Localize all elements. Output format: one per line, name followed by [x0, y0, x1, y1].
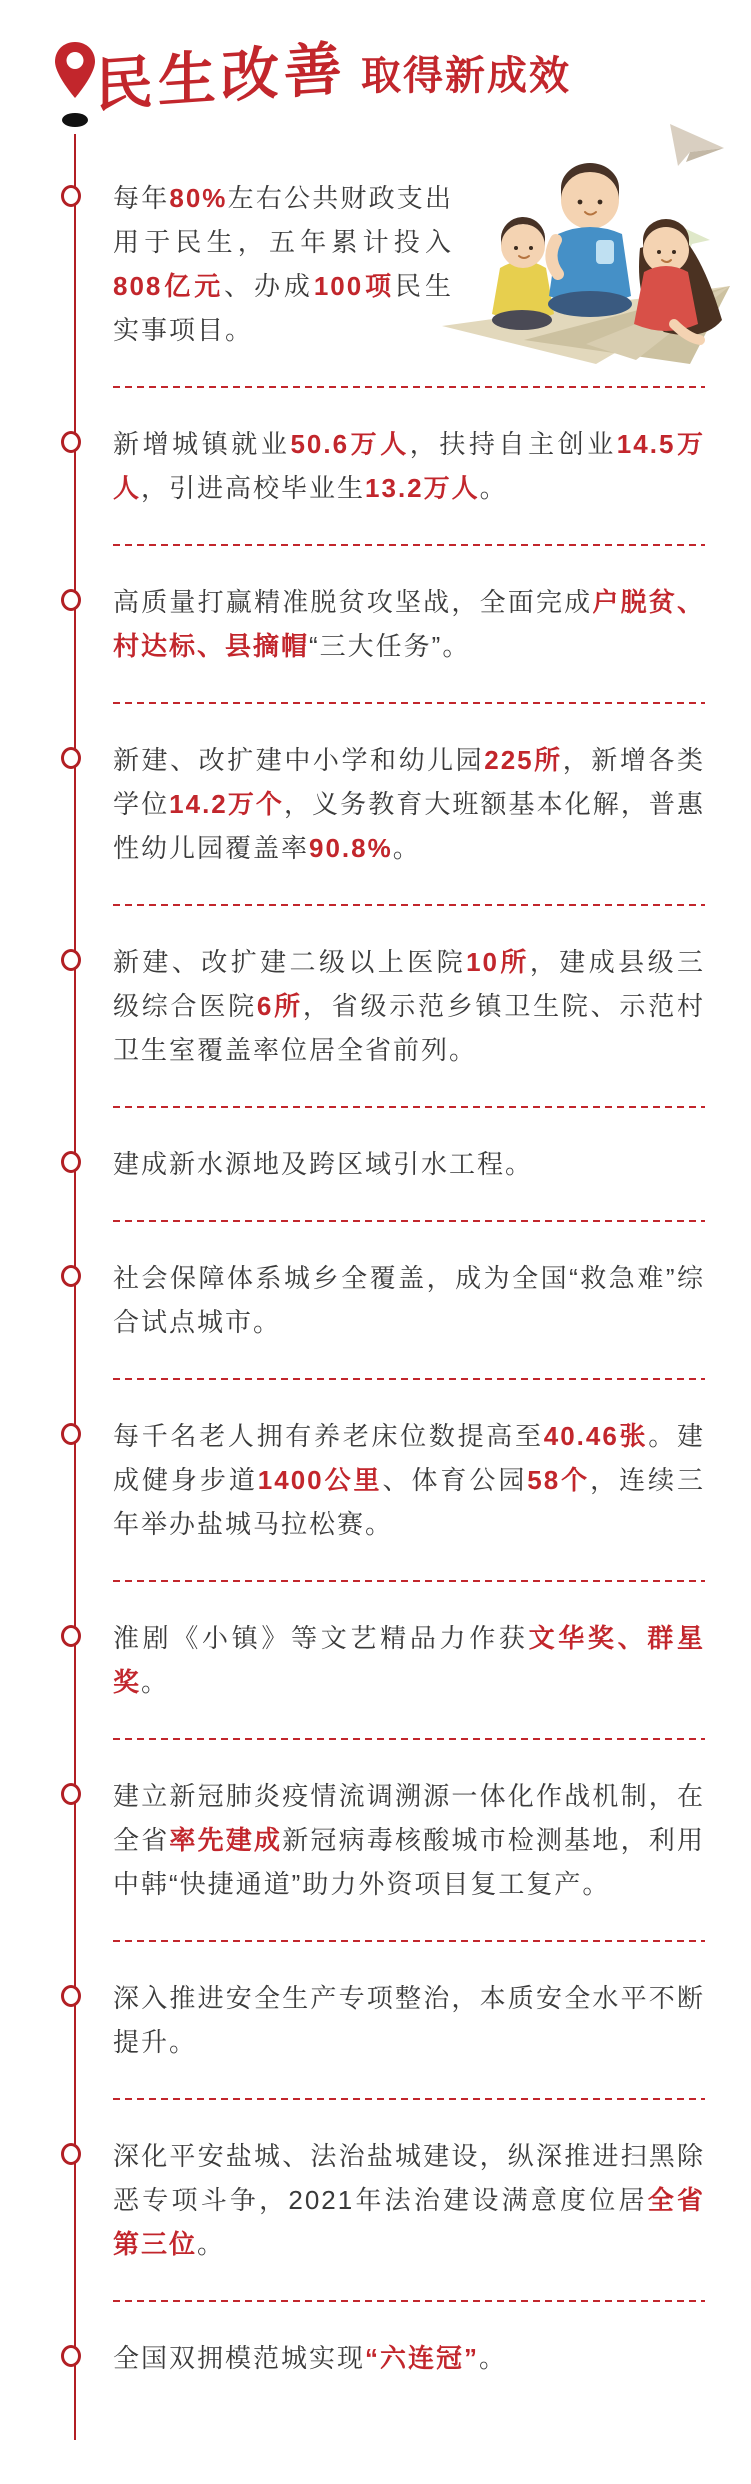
plain-text: 民生实事项目。: [113, 271, 453, 345]
highlight-text: 80%: [169, 183, 228, 213]
highlight-text: 率先建成: [169, 1825, 283, 1855]
highlight-text: 40.46张: [543, 1421, 649, 1451]
timeline-node-icon: [61, 747, 81, 769]
title-calligraphy: 民生改善: [95, 36, 347, 119]
plain-text: 新建、改扩建二级以上医院: [113, 947, 467, 977]
plain-text: 全国双拥模范城实现: [113, 2343, 366, 2373]
timeline-item: [113, 940, 705, 1072]
plain-text: ，新增各类学位: [113, 745, 705, 819]
plain-text: ，引进高校毕业生: [141, 473, 366, 503]
plain-text: 。: [141, 1667, 170, 1697]
plain-text: 高质量打赢精准脱贫攻坚战，全面完成: [113, 587, 593, 617]
plain-text: 新建、改扩建中小学和幼儿园: [113, 745, 485, 775]
dashed-separator: [113, 1940, 705, 1942]
timeline-node-icon: [61, 431, 81, 453]
timeline-node-icon: [61, 1423, 81, 1445]
timeline-node-icon: [61, 1985, 81, 2007]
highlight-text: 225所: [484, 745, 563, 775]
plain-text: 、办成: [224, 271, 314, 301]
timeline-item: [113, 1616, 705, 1704]
plain-text: 。建成健身步道: [113, 1421, 705, 1495]
plain-text: 新冠病毒核酸城市检测基地，利用中韩“快捷通道”助力外资项目复工复产。: [113, 1825, 705, 1899]
location-pin-icon: [53, 40, 97, 132]
highlight-text: 10所: [466, 947, 530, 977]
timeline-node-icon: [61, 949, 81, 971]
timeline-line: [74, 134, 76, 2440]
plain-text: 。: [197, 2229, 226, 2259]
timeline-item: [113, 1976, 705, 2064]
plain-text: 。: [479, 473, 508, 503]
dashed-separator: [113, 1378, 705, 1380]
location-pin-svg: [53, 40, 97, 132]
timeline-item: [113, 2336, 705, 2380]
dashed-separator: [113, 702, 705, 704]
plain-text: 左右公共财政支出用于民生，五年累计投入: [113, 183, 453, 257]
plain-text: 。: [479, 2343, 508, 2373]
timeline-item: [113, 422, 705, 510]
item-text: [113, 940, 705, 1072]
timeline-node-icon: [61, 2143, 81, 2165]
item-text: [113, 1256, 705, 1344]
highlight-text: “六连冠”: [365, 2343, 480, 2373]
timeline-item: [113, 176, 705, 352]
plain-text: 深化平安盐城、法治盐城建设，纵深推进扫黑除恶专项斗争，2021年法治建设满意度位居: [113, 2141, 705, 2215]
dashed-separator: [113, 386, 705, 388]
item-text: [113, 176, 453, 352]
plain-text: ，连续三年举办盐城马拉松赛。: [113, 1465, 705, 1539]
highlight-text: 90.8%: [309, 833, 393, 863]
highlight-text: 100项: [313, 271, 396, 301]
dashed-separator: [113, 2300, 705, 2302]
page-header: [95, 22, 571, 122]
timeline-item: [113, 1414, 705, 1546]
timeline-node-icon: [61, 2345, 81, 2367]
timeline-node-icon: [61, 589, 81, 611]
plain-text: ，扶持自主创业: [409, 429, 617, 459]
plain-text: 每千名老人拥有养老床位数提高至: [113, 1421, 544, 1451]
timeline-item: [113, 1142, 705, 1186]
item-text: [113, 422, 705, 510]
dashed-separator: [113, 1580, 705, 1582]
item-text: [113, 1142, 705, 1186]
highlight-text: 808亿元: [113, 271, 225, 301]
item-text: [113, 2134, 705, 2266]
item-text: [113, 1976, 705, 2064]
highlight-text: 14.2万个: [169, 789, 284, 819]
dashed-separator: [113, 904, 705, 906]
timeline-node-icon: [61, 1151, 81, 1173]
highlight-text: 文华奖、群星奖: [113, 1623, 705, 1697]
dashed-separator: [113, 2098, 705, 2100]
item-text: [113, 1414, 705, 1546]
highlight-text: 50.6万人: [290, 429, 410, 459]
plain-text: 社会保障体系城乡全覆盖，成为全国“救急难”综合试点城市。: [113, 1263, 705, 1337]
plain-text: 。: [392, 833, 421, 863]
plain-text: 建成新水源地及跨区域引水工程。: [113, 1149, 534, 1179]
highlight-text: 户脱贫、村达标、县摘帽: [113, 587, 705, 661]
item-text: [113, 1616, 705, 1704]
timeline-node-icon: [61, 1783, 81, 1805]
plain-text: 新增城镇就业: [113, 429, 291, 459]
timeline-item: [113, 1256, 705, 1344]
highlight-text: 全省第三位: [113, 2185, 705, 2259]
plain-text: 、体育公园: [382, 1465, 528, 1495]
highlight-text: 14.5万人: [113, 429, 705, 503]
dashed-separator: [113, 544, 705, 546]
timeline-node-icon: [61, 1265, 81, 1287]
timeline-item: [113, 2134, 705, 2266]
item-text: [113, 580, 705, 668]
item-text: [113, 738, 705, 870]
plain-text: ，建成县级三级综合医院: [113, 947, 705, 1021]
plain-text: ，省级示范乡镇卫生院、示范村卫生室覆盖率位居全省前列。: [113, 991, 705, 1065]
highlight-text: 1400公里: [257, 1465, 383, 1495]
dashed-separator: [113, 1220, 705, 1222]
timeline-item: [113, 1774, 705, 1906]
plain-text: 淮剧《小镇》等文艺精品力作获: [113, 1623, 529, 1653]
plain-text: “三大任务”。: [309, 631, 471, 661]
page-title: 取得新成效: [361, 53, 572, 98]
item-text: [113, 1774, 705, 1906]
dashed-separator: [113, 1738, 705, 1740]
timeline-item: [113, 738, 705, 870]
item-text: [113, 2336, 705, 2380]
plain-text: ，义务教育大班额基本化解，普惠性幼儿园覆盖率: [113, 789, 705, 863]
plain-text: 建立新冠肺炎疫情流调溯源一体化作战机制，在全省: [113, 1781, 705, 1855]
plain-text: 深入推进安全生产专项整治，本质安全水平不断提升。: [113, 1983, 705, 2057]
timeline-node-icon: [61, 1625, 81, 1647]
highlight-text: 58个: [527, 1465, 591, 1495]
plain-text: 每年: [113, 183, 170, 213]
timeline-item: [113, 580, 705, 668]
highlight-text: 6所: [256, 991, 303, 1021]
timeline-node-icon: [61, 185, 81, 207]
items-list: [113, 176, 705, 2380]
highlight-text: 13.2万人: [365, 473, 480, 503]
dashed-separator: [113, 1106, 705, 1108]
